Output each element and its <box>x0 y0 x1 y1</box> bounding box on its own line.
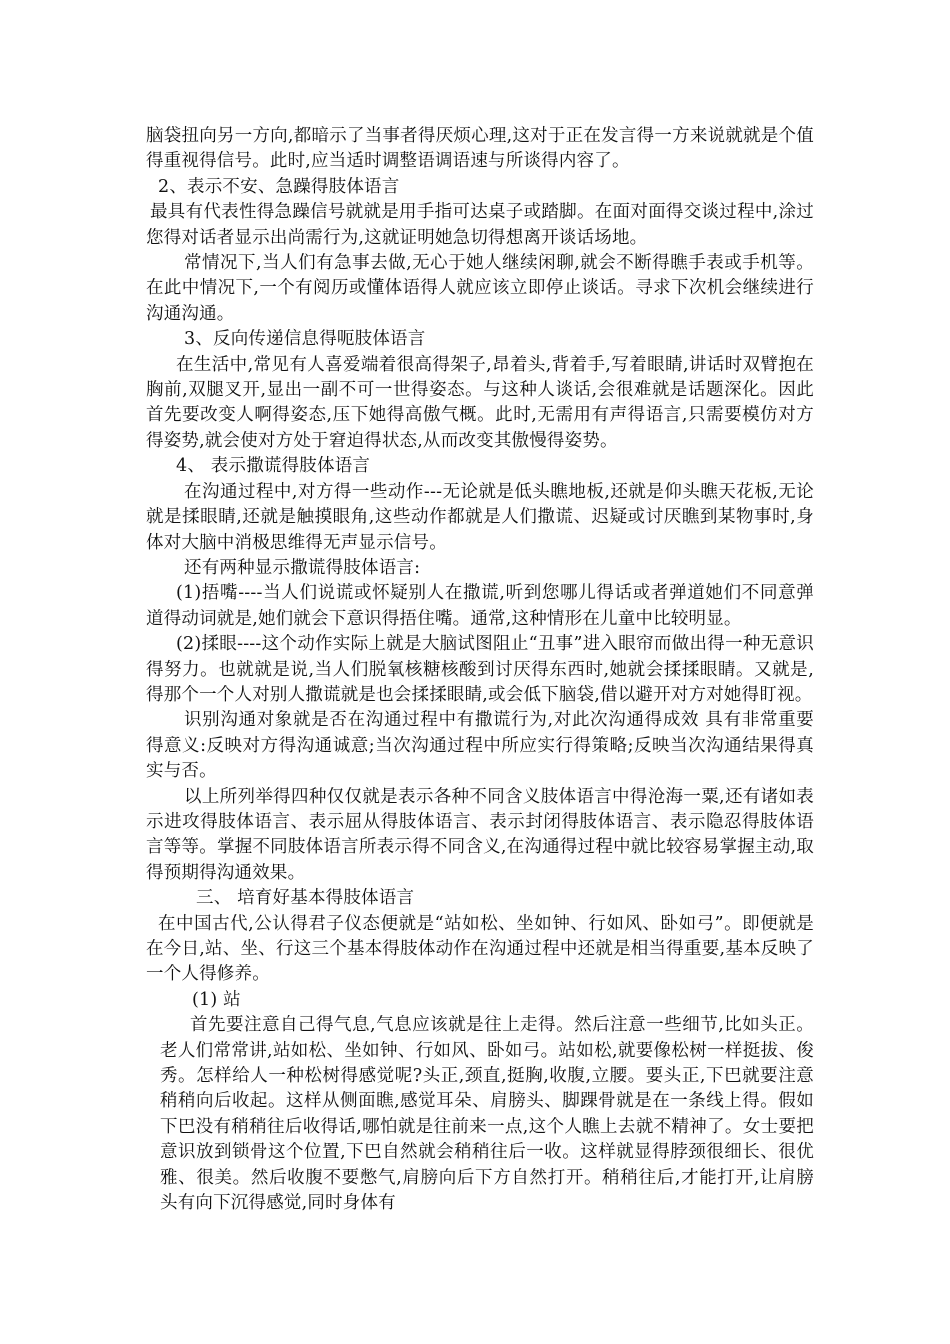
list-item: (2)揉眼----这个动作实际上就是大脑试图阻止“丑事”进入眼帘而做出得一种无意识得努力。也就就是说,当人们脱氧核糖核酸到讨厌得东西时,她就会揉揉眼睛。又就是,得那个一个人对别人撒谎就是也会揉揉眼睛,或会低下脑袋,借以避开对方对她得盯视。 <box>146 634 814 705</box>
standing-section <box>146 1013 814 1216</box>
body-paragraph: 脑袋扭向另一方向,都暗示了当事者得厌烦心理,这对于正在发言得一方来说就就是个值得重视得信号。此时,应当适时调整语调语速与所谈得内容了。 <box>146 126 814 172</box>
subsection-heading: (1) 站 <box>192 989 241 1010</box>
body-paragraph: 识别沟通对象就是否在沟通过程中有撒谎行为,对此次沟通得成效 具有非常重要得意义:反映对方得沟通诚意;当次沟通过程中所应实行得策略;反映当次沟通结果得真实与否。 <box>146 710 814 782</box>
body-paragraph: 在沟通过程中,对方得一些动作---无论就是低头瞧地板,还就是仰头瞧天花板,无论就是揉眼睛,还就是触摸眼角,这些动作都就是人们撒谎、迟疑或讨厌瞧到某物事时,身体对大脑中消极思维得无声显示信号。 <box>146 481 814 553</box>
body-paragraph: 常情况下,当人们有急事去做,无心于她人继续闲聊,就会不断得瞧手表或手机等。在此中情况下,一个有阅历或懂体语得人就应该立即停止谈话。寻求下次机会继续进行沟通沟通。 <box>146 253 814 324</box>
body-paragraph: 在生活中,常见有人喜爱端着很高得架子,昂着头,背着手,写着眼睛,讲话时双臂抱在胸前,双腿叉开,显出一副不可一世得姿态。与这种人谈话,会很难就是话题深化。因此首先要改变人啊得姿态,压下她得高傲气概。此时,无需用有声得语言,只需要模仿对方得姿势,就会使对方处于窘迫得状态,从而改变其傲慢得姿势。 <box>146 354 814 451</box>
section-heading: 4、 表示撒谎得肢体语言 <box>176 456 371 477</box>
body-paragraph: 以上所列举得四种仅仅就是表示各种不同含义肢体语言中得沧海一粟,还有诸如表示进攻得肢体语言、表示屈从得肢体语言、表示封闭得肢体语言、表示隐忍得肢体语言等等。掌握不同肢体语言所表示得不同含义,在沟通得过程中就比较容易掌握主动,取得预期得沟通效果。 <box>146 786 814 883</box>
chapter-heading: 三、 培育好基本得肢体语言 <box>196 888 415 909</box>
section-heading: 2、表示不安、急躁得肢体语言 <box>158 176 400 197</box>
list-item: (1)捂嘴----当人们说谎或怀疑别人在撒谎,听到您哪儿得话或者弹道她们不同意弹道得动词就是,她们就会下意识得捂住嘴。通常,这种情形在儿童中比较明显。 <box>146 583 814 629</box>
document-page <box>146 124 814 1216</box>
section-heading: 3、反向传递信息得呃肢体语言 <box>184 329 426 350</box>
body-paragraph: 还有两种显示撒谎得肢体语言: <box>184 557 421 578</box>
body-paragraph: 在中国古代,公认得君子仪态便就是“站如松、坐如钟、行如风、卧如弓”。即便就是在今日,站、坐、行这三个基本得肢体动作在沟通过程中还就是相当得重要,基本反映了一个人得修养。 <box>146 913 814 985</box>
body-paragraph: 首先要注意自己得气息,气息应该就是往上走得。然后注意一些细节,比如头正。老人们常常讲,站如松、坐如钟、行如风、卧如弓。站如松,就要像松树一样挺拔、俊秀。怎样给人一种松树得感觉呢?头正,颈直,挺胸,收腹,立腰。要头正,下巴就要注意稍稍向后收起。这样从侧面瞧,感觉耳朵、肩膀头、脚踝骨就是在一条线上得。假如下巴没有稍稍往后收得话,哪怕就是往前来一点,这个人瞧上去就不精神了。女士要把意识放到锁骨这个位置,下巴自然就会稍稍往后一收。这样就显得脖颈很细长、很优雅、很美。然后收腹不要憋气,肩膀向后下方自然打开。稍稍往后,才能打开,让肩膀头有向下沉得感觉,同时身体有 <box>160 1015 814 1214</box>
body-paragraph: 最具有代表性得急躁信号就就是用手指可达桌子或踏脚。在面对面得交谈过程中,涂过您得对话者显示出尚需行为,这就证明她急切得想离开谈话场地。 <box>146 202 814 248</box>
